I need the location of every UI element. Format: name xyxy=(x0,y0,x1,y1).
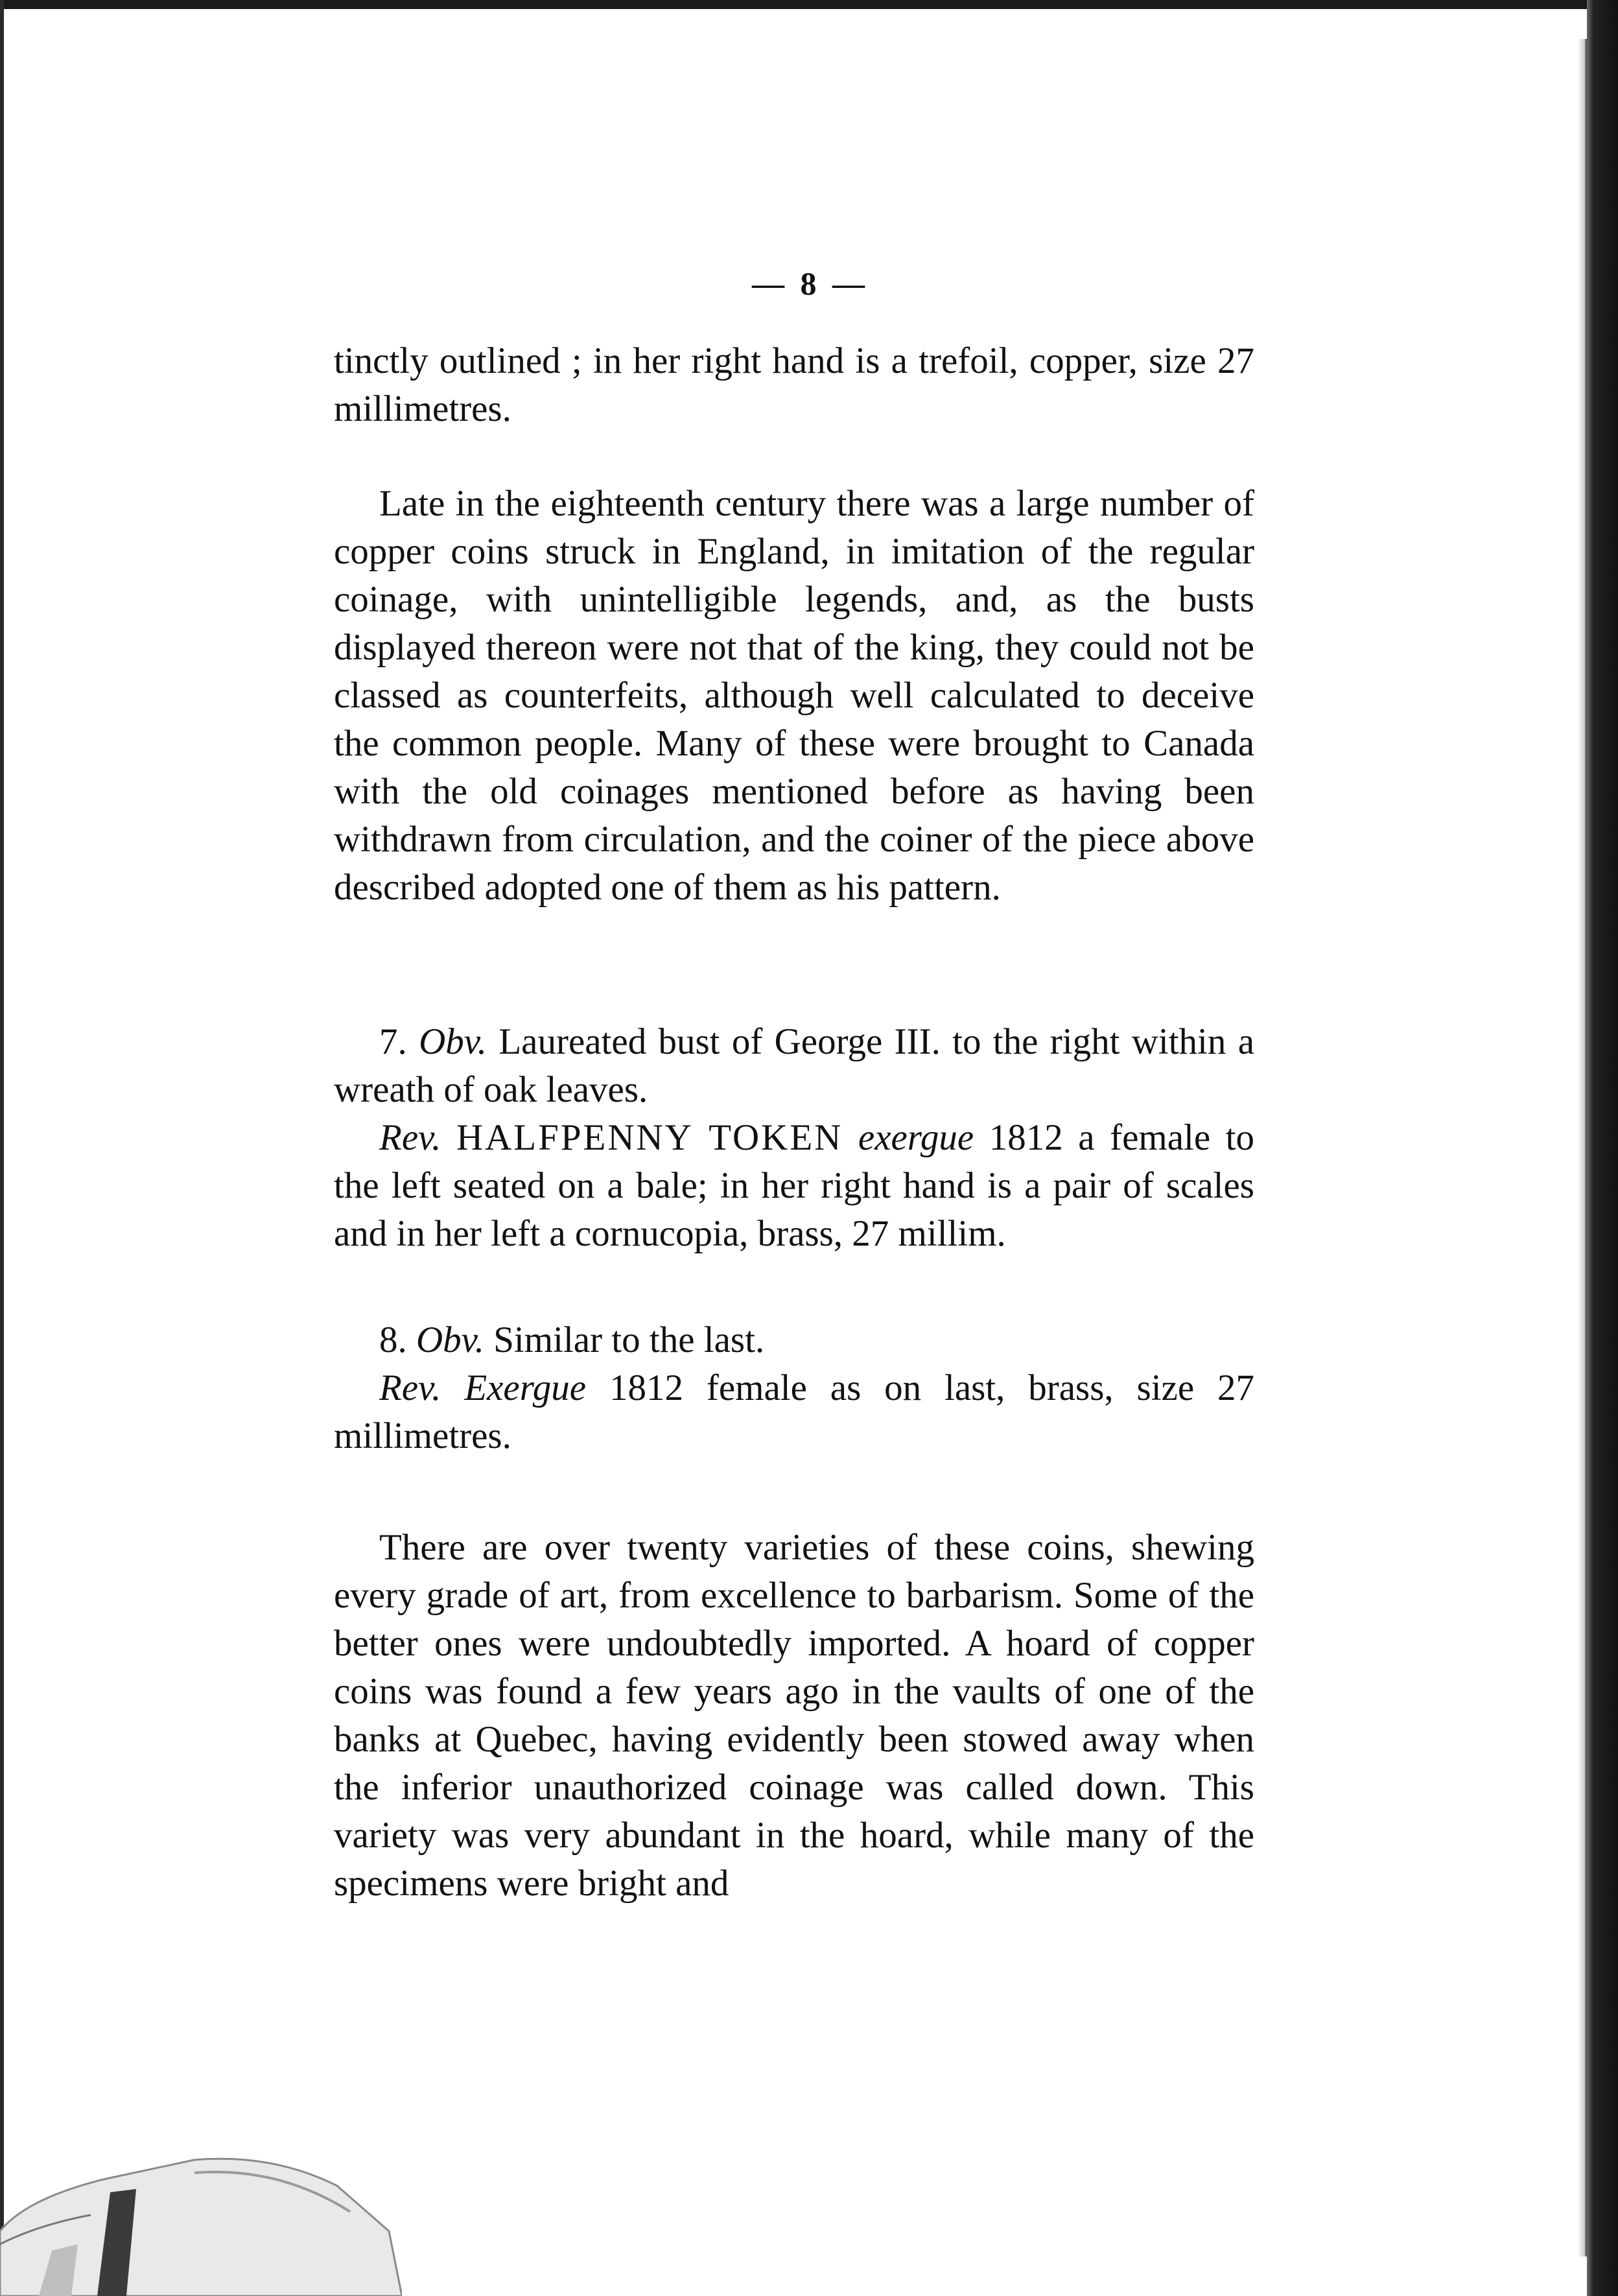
entry-number: 8. xyxy=(379,1320,407,1360)
paragraph-text: Late in the eighteenth century there was a large number of copper coins struck in England, in imitation of the regular coinage, with unintelligible legends, and, as the busts displayed thereon were not that of the king, they could not be classed as counterfeits, although well calculated to deceive the common people. Many of these were brought to Canada with the old coinages mentioned before as having been withdrawn from circulation, and the coiner of the piece above described adopted one of them as his pattern. xyxy=(334,483,1254,908)
paragraph-continuation xyxy=(334,337,1254,433)
reverse-description: 1812 female as on last, brass, size 27 millimetres. xyxy=(334,1367,1255,1456)
reverse-label: Rev. xyxy=(379,1117,441,1158)
reverse-legend: HALFPENNY TOKEN xyxy=(456,1117,843,1158)
entry-number: 7. xyxy=(379,1021,407,1062)
paragraph-text: tinctly outlined ; in her right hand is a trefoil, copper, size 27 millimetres. xyxy=(334,340,1254,429)
scan-edge-right xyxy=(1587,0,1618,2296)
page-number: — 8 — xyxy=(752,265,869,302)
paragraph-varieties xyxy=(334,1524,1254,1908)
scan-corner-artifact xyxy=(0,2153,402,2296)
obverse-description: Laureated bust of George III. to the right within a wreath of oak leaves. xyxy=(334,1021,1254,1110)
catalogue-entry-8 xyxy=(334,1316,1254,1460)
paragraph-text: There are over twenty varieties of these coins, shewing every grade of art, from excellence to barbarism. Some of the better ones were undoubtedly imported. A hoard of copper coins was found a few years ago in the vaults of one of the banks at Quebec, having evidently been stowed away when the inferior unauthorized coinage was called down. This variety was very abundant in the hoard, while many of the specimens were bright and xyxy=(334,1527,1254,1904)
entry-7-reverse xyxy=(334,1114,1254,1258)
reverse-description: 1812 a female to the left seated on a bale; in her right hand is a pair of scales and in her left a cornucopia, brass, 27 millim. xyxy=(334,1117,1255,1254)
page-fold-shadow xyxy=(1578,39,1587,2256)
scan-edge-top xyxy=(0,0,1618,9)
exergue-label: Exergue xyxy=(464,1367,587,1408)
exergue-label: exergue xyxy=(858,1117,974,1158)
entry-7-obverse xyxy=(334,1018,1254,1114)
obverse-description: Similar to the last. xyxy=(493,1320,765,1360)
obverse-label: Obv. xyxy=(416,1320,484,1360)
paragraph-tokens-history xyxy=(334,480,1254,912)
scan-edge-left xyxy=(0,0,4,2296)
entry-8-reverse xyxy=(334,1364,1254,1460)
catalogue-entry-7 xyxy=(334,1018,1254,1258)
entry-8-obverse xyxy=(334,1316,1254,1364)
reverse-label: Rev. xyxy=(379,1367,441,1408)
obverse-label: Obv. xyxy=(419,1021,487,1062)
